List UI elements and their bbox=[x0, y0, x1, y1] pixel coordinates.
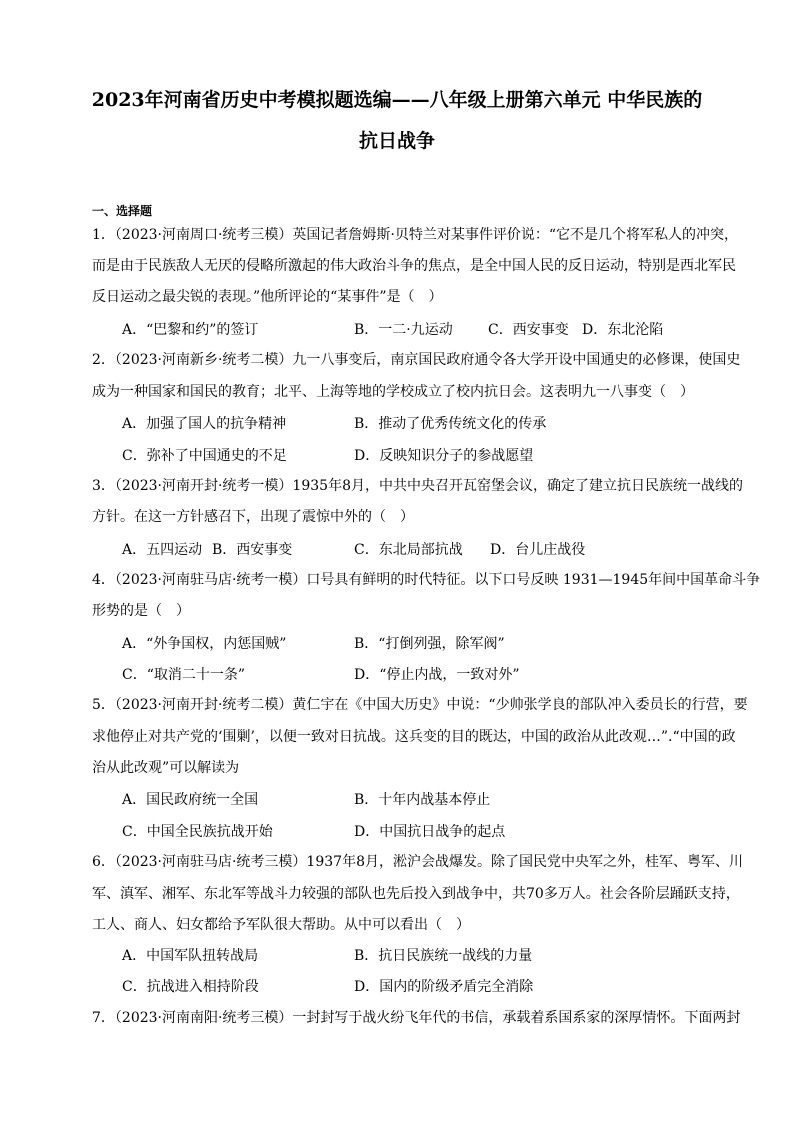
question-7-line-1: 7．（2023·河南南阳·统考三模）一封封写于战火纷飞年代的书信，承载着系国系家的深厚情怀。下面两封 bbox=[92, 1010, 741, 1026]
question-6-line-1: 6．（2023·河南驻马店·统考三模）1937年8月，淞沪会战爆发。除了国民党中央军之外，桂军、粤军、川 bbox=[92, 854, 743, 870]
question-4-line-1: 4．（2023·河南驻马店·统考一模）口号具有鲜明的时代特征。以下口号反映 1931—1945年间中国革命斗争 bbox=[92, 572, 761, 588]
question-2-option-a: A．加强了国人的抗争精神 bbox=[122, 416, 287, 432]
question-6-line-3: 工人、商人、妇女都给予军队很大帮助。从中可以看出（ ） bbox=[92, 917, 470, 933]
question-4-option-a: A．“外争国权，内惩国贼” bbox=[122, 636, 287, 652]
question-4-line-2: 形势的是（ ） bbox=[92, 603, 190, 619]
question-6-option-b: B．抗日民族统一战线的力量 bbox=[354, 948, 533, 964]
question-2-option-b: B．推动了优秀传统文化的传承 bbox=[354, 416, 547, 432]
question-1-option-d: D．东北沦陷 bbox=[582, 322, 664, 338]
question-6-option-c: C．抗战进入相持阶段 bbox=[122, 979, 259, 995]
question-5-option-c: C．中国全民族抗战开始 bbox=[122, 824, 273, 840]
question-5-line-3: 治从此改观”可以解读为 bbox=[92, 760, 240, 776]
question-5-option-a: A．国民政府统一全国 bbox=[122, 792, 259, 808]
question-2-option-d: D．反映知识分子的参战愿望 bbox=[354, 448, 534, 464]
question-6-line-2: 军、滇军、湘军、东北军等战斗力较强的部队也先后投入到战争中，共70多万人。社会各阶层踊跃支持， bbox=[92, 886, 740, 902]
question-5-option-d: D．中国抗日战争的起点 bbox=[354, 824, 506, 840]
section-heading: 一、选择题 bbox=[92, 204, 153, 218]
question-1-option-b: B．一二·九运动 bbox=[354, 322, 453, 338]
question-4-option-d: D．“停止内战，一致对外” bbox=[354, 667, 520, 683]
question-2-option-c: C．弥补了中国通史的不足 bbox=[122, 448, 287, 464]
question-5-line-1: 5．（2023·河南开封·统考二模）黄仁宇在《中国大历史》中说：“少帅张学良的部队冲入委员长的行营，要 bbox=[92, 697, 748, 713]
question-3-option-b: B．西安事变 bbox=[212, 542, 293, 558]
document-title-line-2: 抗日战争 bbox=[358, 130, 435, 152]
question-1-option-c: C．西安事变 bbox=[488, 322, 569, 338]
question-1-line-3: 反日运动之最尖锐的表现。”他所评论的“某事件”是（ ） bbox=[92, 289, 443, 305]
question-1-line-2: 而是由于民族敌人无厌的侵略所激起的伟大政治斗争的焦点，是全中国人民的反日运动，特别是西北军民 bbox=[92, 258, 736, 274]
question-1-line-1: 1．（2023·河南周口·统考三模）英国记者詹姆斯·贝特兰对某事件评价说：“它不是几个将军私人的冲突， bbox=[92, 227, 739, 243]
question-6-option-a: A．中国军队扭转战局 bbox=[122, 948, 259, 964]
question-5-option-b: B．十年内战基本停止 bbox=[354, 792, 491, 808]
question-3-option-c: C．东北局部抗战 bbox=[354, 542, 463, 558]
question-5-line-2: 求他停止对共产党的‘围剿’，以便一致对日抗战。这兵变的目的既达，中国的政治从此改观…”.“中国的政 bbox=[92, 729, 736, 745]
question-4-option-b: B．“打倒列强，除军阀” bbox=[354, 636, 505, 652]
question-3-option-a: A．五四运动 bbox=[122, 542, 203, 558]
document-title-line-1: 2023年河南省历史中考模拟题选编——八年级上册第六单元 中华民族的 bbox=[91, 89, 703, 111]
question-3-line-2: 方针。在这一方针感召下，出现了震惊中外的（ ） bbox=[92, 509, 414, 525]
question-2-line-1: 2．（2023·河南新乡·统考二模）九一八事变后，南京国民政府通令各大学开设中国通史的必修课，使国史 bbox=[92, 352, 741, 368]
question-6-option-d: D．国内的阶级矛盾完全消除 bbox=[354, 979, 534, 995]
question-3-line-1: 3．（2023·河南开封·统考一模）1935年8月，中共中央召开瓦窑堡会议，确定了建立抗日民族统一战线的 bbox=[92, 478, 743, 494]
question-4-option-c: C．“取消二十一条” bbox=[122, 667, 246, 683]
question-1-option-a: A．“巴黎和约”的签订 bbox=[122, 322, 259, 338]
question-2-line-2: 成为一种国家和国民的教育；北平、上海等地的学校成立了校内抗日会。这表明九一八事变（ ） bbox=[92, 384, 694, 400]
question-3-option-d: D．台儿庄战役 bbox=[490, 542, 586, 558]
